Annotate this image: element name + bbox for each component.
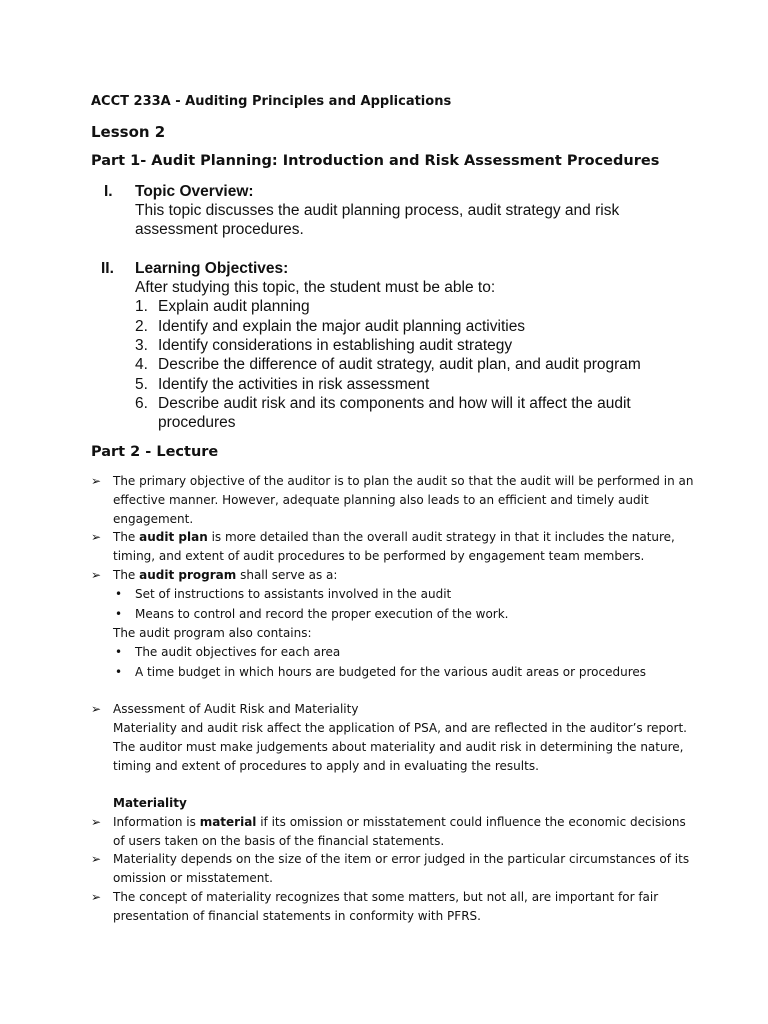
lecture-text: omission or misstatement. (113, 871, 273, 885)
objective-text: Describe audit risk and its components and how will it affect the audit (158, 395, 631, 412)
bold-term: audit plan (139, 530, 208, 544)
section1-line: assessment procedures. (135, 221, 304, 238)
objective-text: Identify considerations in establishing audit strategy (158, 337, 513, 354)
lecture-text: The auditor must make judgements about materiality and audit risk in determining the nature, (113, 740, 684, 754)
section1-numeral: I. (104, 183, 113, 200)
dot-bullet-icon: • (115, 587, 123, 601)
lecture-text: The concept of materiality recognizes that some matters, but not all, are important for fair (113, 890, 659, 904)
part2-heading: Part 2 - Lecture (91, 444, 219, 460)
arrow-bullet-icon: ➢ (91, 815, 102, 829)
course-title: ACCT 233A - Auditing Principles and Applications (91, 94, 452, 109)
sub-item: A time budget in which hours are budgeted for the various audit areas or procedures (135, 665, 647, 679)
objective-number: 4. (135, 356, 148, 373)
lecture-text: Assessment of Audit Risk and Materiality (113, 702, 359, 716)
sub-item: The audit objectives for each area (135, 645, 341, 659)
lecture-text: Information is material if its omission or misstatement could influence the economic decisions (113, 815, 686, 829)
sub-item: Set of instructions to assistants involved in the audit (135, 587, 452, 601)
lecture-text: Materiality and audit risk affect the application of PSA, and are reflected in the auditor’s report. (113, 721, 687, 735)
lecture-text: The audit program shall serve as a: (113, 568, 338, 582)
bold-term: material (199, 815, 257, 829)
arrow-bullet-icon: ➢ (91, 890, 102, 904)
objective-text: Identify the activities in risk assessment (158, 376, 430, 393)
section1-line: This topic discusses the audit planning process, audit strategy and risk (135, 202, 620, 219)
objective-number: 6. (135, 395, 148, 412)
objective-number: 3. (135, 337, 148, 354)
lecture-text: engagement. (113, 512, 194, 526)
arrow-bullet-icon: ➢ (91, 568, 102, 582)
dot-bullet-icon: • (115, 607, 123, 621)
objective-text: Identify and explain the major audit planning activities (158, 318, 526, 335)
sub-item: Means to control and record the proper execution of the work. (135, 607, 509, 621)
lecture-text: presentation of financial statements in conformity with PFRS. (113, 909, 481, 923)
section2-numeral: II. (101, 260, 114, 277)
lecture-text: effective manner. However, adequate planning also leads to an efficient and timely audit (113, 493, 649, 507)
objective-number: 5. (135, 376, 148, 393)
objective-number: 1. (135, 298, 148, 315)
bold-term: audit program (139, 568, 237, 582)
arrow-bullet-icon: ➢ (91, 852, 102, 866)
objective-text-continued: procedures (158, 414, 236, 431)
materiality-heading: Materiality (113, 796, 187, 810)
part1-heading: Part 1- Audit Planning: Introduction and Risk Assessment Procedures (91, 153, 660, 169)
objective-number: 2. (135, 318, 148, 335)
lecture-text: The primary objective of the auditor is to plan the audit so that the audit will be performed in an (113, 474, 694, 488)
objective-text: Describe the difference of audit strategy, audit plan, and audit program (158, 356, 641, 373)
lecture-text: The audit plan is more detailed than the overall audit strategy in that it includes the nature, (113, 530, 675, 544)
lesson-heading: Lesson 2 (91, 123, 166, 141)
section2-intro: After studying this topic, the student must be able to: (135, 279, 496, 296)
lecture-text: timing, and extent of audit procedures to be performed by engagement team members. (113, 549, 645, 563)
dot-bullet-icon: • (115, 645, 123, 659)
objective-text: Explain audit planning (158, 298, 310, 315)
section1-heading: Topic Overview: (135, 183, 254, 200)
lecture-text: of users taken on the basis of the financial statements. (113, 834, 445, 848)
arrow-bullet-icon: ➢ (91, 702, 102, 716)
dot-bullet-icon: • (115, 665, 123, 679)
lecture-text: timing and extent of procedures to apply and in evaluating the results. (113, 759, 539, 773)
section2-heading: Learning Objectives: (135, 260, 289, 277)
arrow-bullet-icon: ➢ (91, 530, 102, 544)
lecture-text: Materiality depends on the size of the item or error judged in the particular circumstances of its (113, 852, 690, 866)
arrow-bullet-icon: ➢ (91, 474, 102, 488)
lecture-text: The audit program also contains: (113, 626, 312, 640)
